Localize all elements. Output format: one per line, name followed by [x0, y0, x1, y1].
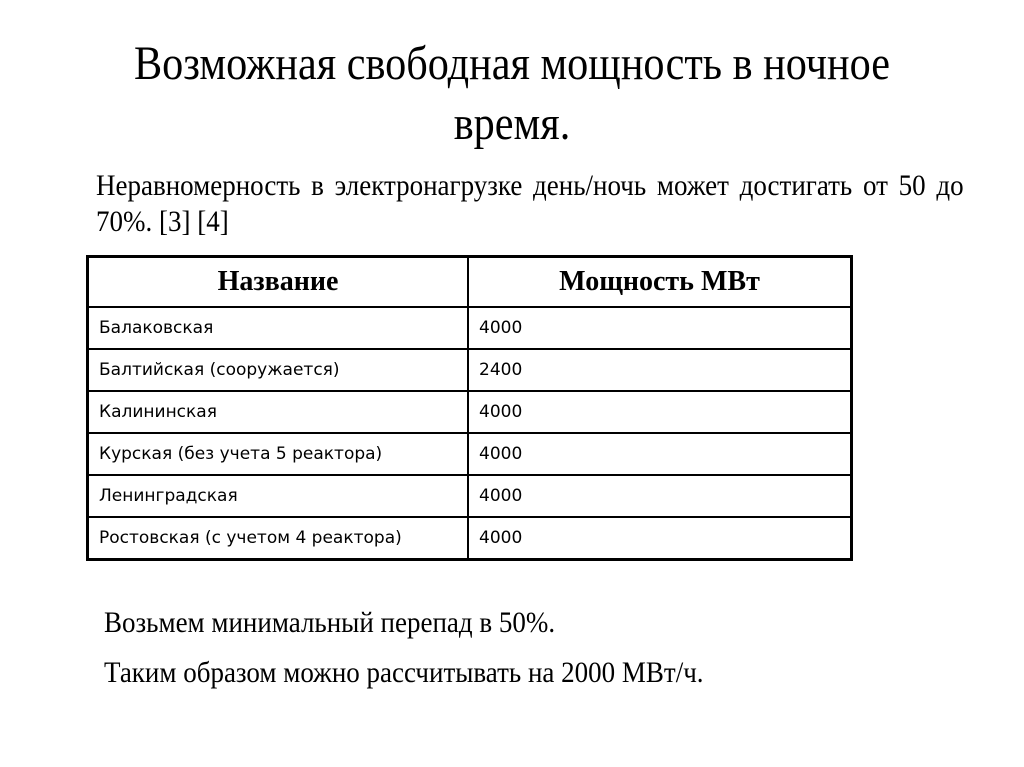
note-minimum-difference: Возьмем минимальный перепад в 50%.	[104, 606, 556, 639]
station-power: 4000	[468, 433, 851, 475]
station-power: 4000	[468, 517, 851, 560]
slide-title: Возможная свободная мощность в ночное время.	[133, 37, 891, 150]
header-power: Мощность МВт	[468, 257, 851, 308]
table-row	[88, 391, 852, 433]
note-conclusion: Таким образом можно рассчитывать на 2000 МВт/ч.	[104, 656, 704, 689]
table-header-row	[88, 257, 852, 308]
table-row	[88, 517, 852, 560]
station-name: Калининская	[88, 391, 469, 433]
station-power: 4000	[468, 475, 851, 517]
station-name: Ростовская (с учетом 4 реактора)	[88, 517, 469, 560]
table-row	[88, 307, 852, 349]
header-name: Название	[88, 257, 469, 308]
table-row	[88, 433, 852, 475]
power-stations-table	[86, 255, 853, 561]
station-power: 4000	[468, 307, 851, 349]
intro-text: Неравномерность в электронагрузке день/ночь может достигать от 50 до 70%. [3] [4]	[96, 169, 964, 238]
station-name: Балаковская	[88, 307, 469, 349]
table-row	[88, 349, 852, 391]
station-power: 4000	[468, 391, 851, 433]
station-name: Курская (без учета 5 реактора)	[88, 433, 469, 475]
station-power: 2400	[468, 349, 851, 391]
table-row	[88, 475, 852, 517]
station-name: Ленинградская	[88, 475, 469, 517]
intro-paragraph	[96, 168, 964, 240]
station-name: Балтийская (сооружается)	[88, 349, 469, 391]
